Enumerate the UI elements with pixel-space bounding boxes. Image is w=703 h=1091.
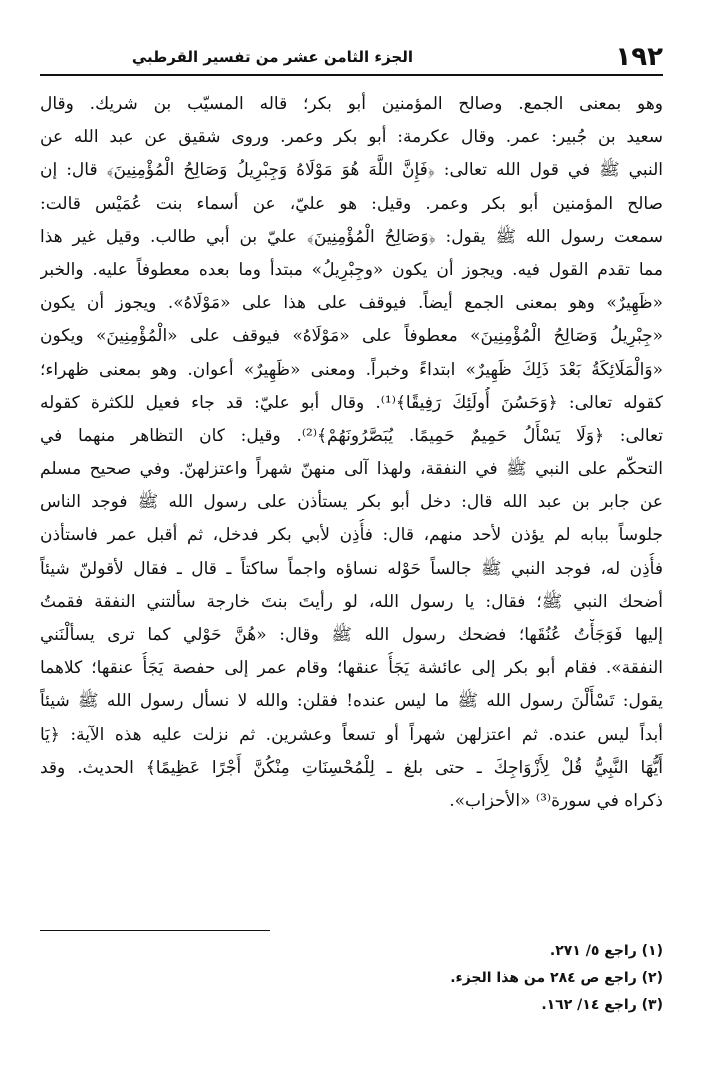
footnote-divider — [40, 930, 270, 931]
main-text — [40, 88, 663, 818]
text-line: وهو بمعنى الجمع. وصالح المؤمنين أبو بكر؛ قاله المسيّب بن شريك. وقال — [40, 94, 663, 114]
text-line: ذكراه في سورة⁽³⁾ «الأحزاب». — [449, 790, 663, 811]
text-line: يقول: تَسْأَلْنَ رسول الله ﷺ ما ليس عنده! فقلن: والله لا نسأل رسول الله ﷺ شيئاً — [40, 691, 663, 712]
footnote: (١) راجع ٥/ ٢٧١. — [549, 943, 663, 959]
text-line: جلوساً ببابه لم يؤذن لأحد منهم، قال: فأُذِن لأبي بكر فدخل، ثم أقبل عمر فاستأذن — [40, 525, 663, 546]
text-line: التحكّم على النبي ﷺ في النفقة، ولهذا آلى منهنّ شهراً واعتزلهنّ. وفي صحيح مسلم — [40, 459, 663, 480]
footnotes — [300, 938, 663, 1019]
text-line: أضحك النبي ﷺ؛ فقال: يا رسول الله، لو رأيتَ بنتَ خارجة سألتني النفقة فقمتُ — [40, 591, 663, 612]
text-line: صالح المؤمنين أبو بكر وعمر. وقيل: هو عليّ، عن أسماء بنت عُمَيْس قالت: — [40, 193, 663, 214]
text-line: «ظَهِيرٌ» وهو بمعنى الجمع أيضاً. فيوقف على هذا على «مَوْلَاهُ». ويجوز أن يكون — [40, 293, 663, 314]
page-header — [40, 38, 663, 76]
running-title: الجزء الثامن عشر من تفسير القرطبي — [131, 48, 413, 66]
text-line: سمعت رسول الله ﷺ يقول: ﴿وَصَالِحُ الْمُؤْمِنِينَ﴾ عليّ بن أبي طالب. وقيل غير هذا — [40, 226, 663, 247]
footnote: (٢) راجع ص ٢٨٤ من هذا الجزء. — [450, 970, 663, 986]
text-line: تعالى: ﴿وَلَا يَسْأَلُ حَمِيمٌ حَمِيمًا. يُبَصَّرُونَهُمْ﴾⁽²⁾. وقيل: كان التظاهر منهما في — [40, 425, 663, 446]
text-line: إليها فَوَجَأْتُ عُنُقَها؛ فضحك رسول الله ﷺ وقال: «هُنَّ حَوْلي كما ترى يسألْنَني — [40, 625, 663, 645]
text-line: أبداً ليس عنده. ثم اعتزلهن شهراً أو تسعاً وعشرين. ثم نزلت عليه هذه الآية: ﴿يَا — [40, 724, 663, 745]
text-line: سعيد بن جُبير: عمر. وقال عكرمة: أبو بكر وعمر. وروى شقيق عن عبد الله عن — [40, 127, 663, 148]
page-number: ١٩٢ — [615, 42, 663, 72]
text-line: النفقة». فقام أبو بكر إلى عائشة يَجَأُ عنقها؛ وقام عمر إلى حفصة يَجَأُ عنقها؛ كلاهما — [40, 658, 663, 679]
text-line: مما تقدم القول فيه. ويجوز أن يكون «وجِبْرِيلُ» مبتدأ وما بعده معطوفاً عليه. والخبر — [40, 259, 663, 280]
text-line: فأُذِن له، فوجد النبي ﷺ جالساً حَوْله نساؤه واجماً ساكتاً ـ قال ـ فقال لأقولنّ شيئاً — [40, 558, 663, 579]
text-line: عن جابر بن عبد الله قال: دخل أبو بكر يستأذن على رسول الله ﷺ فوجد الناس — [40, 492, 663, 513]
text-line: كقوله تعالى: ﴿وَحَسُنَ أُولَئِكَ رَفِيقًا﴾⁽¹⁾. وقال أبو عليّ: قد جاء فعيل للكثرة كقوله — [40, 392, 663, 413]
text-line: النبي ﷺ في قول الله تعالى: ﴿فَإِنَّ اللَّهَ هُوَ مَوْلَاهُ وَجِبْرِيلُ وَصَالِحُ الْمُؤْمِنِينَ﴾ قال: إن — [40, 160, 663, 181]
text-line: أَيُّهَا النَّبِيُّ قُلْ لِأَزْوَاجِكَ ـ حتى بلغ ـ لِلْمُحْسِنَاتِ مِنْكُنَّ أَجْرًا عَظِيمًا﴾ الحديث. وقد — [40, 757, 663, 778]
text-line: «جِبْرِيلُ وَصَالِحُ الْمُؤْمِنِينَ» معطوفاً على «مَوْلَاهُ» فيوقف على «الْمُؤْمِنِينَ» ويكون — [40, 326, 663, 347]
text-line: «وَالْمَلَائِكَةُ بَعْدَ ذَلِكَ ظَهِيرٌ» ابتداءً وخبراً. ومعنى «ظَهِيرٌ» أعوان. وهو بمعنى ظهراء؛ — [40, 359, 663, 380]
footnote: (٣) راجع ١٤/ ١٦٢. — [541, 997, 663, 1013]
